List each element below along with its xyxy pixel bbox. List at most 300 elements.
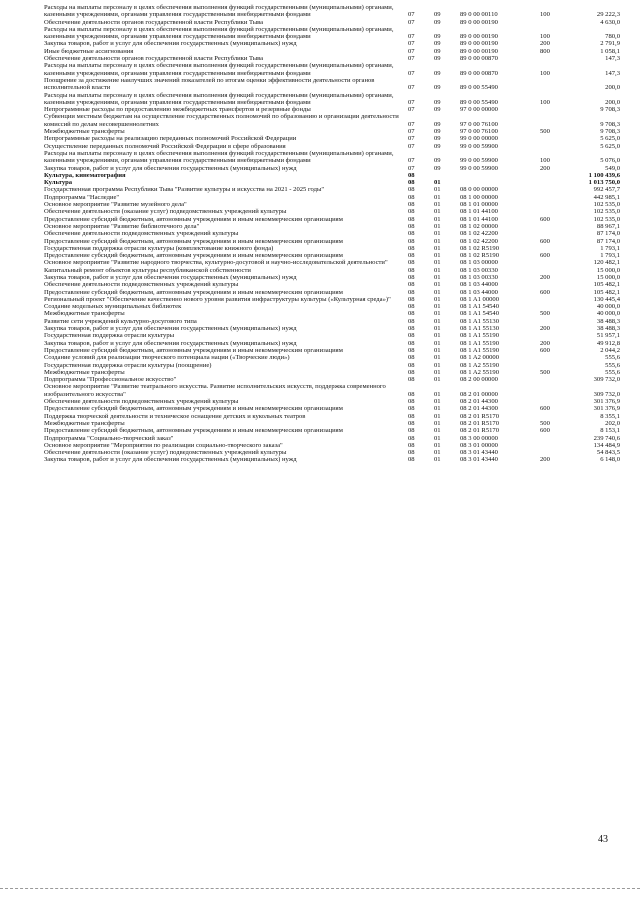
row-section: 07 [408, 18, 415, 26]
table-row [44, 442, 622, 449]
row-target-article: 08 1 03 44000 [460, 281, 498, 289]
row-amount: 442 985,1 [593, 193, 620, 201]
row-expense-type: 500 [540, 419, 550, 427]
table-row [44, 186, 622, 193]
row-name: Государственная поддержка отрасли культуры [44, 332, 175, 340]
row-amount: 147,3 [605, 69, 620, 77]
row-name: Предоставление субсидий бюджетным, автономным учреждениям и иным некоммерческим организациям [44, 288, 343, 296]
row-expense-type: 100 [540, 11, 550, 19]
row-target-article [458, 179, 538, 186]
table-row [44, 303, 622, 310]
row-amount: 309 732,0 [593, 376, 620, 384]
row-amount: 200,0 [605, 84, 620, 92]
row-target-article: 08 1 A1 54540 [460, 303, 500, 311]
table-row [44, 318, 622, 325]
row-amount: 1 793,1 [600, 244, 620, 252]
row-amount: 9 708,3 [600, 106, 620, 114]
row-subsection: 09 [434, 98, 441, 106]
row-expense-type: 100 [540, 33, 550, 41]
row-section: 08 [408, 252, 415, 260]
row-target-article: 08 1 01 00000 [460, 201, 498, 209]
row-expense-type [538, 296, 562, 303]
row-target-article: 08 1 02 R5190 [460, 244, 500, 252]
row-amount: 309 732,0 [593, 390, 620, 398]
row-amount: 992 457,7 [593, 186, 620, 194]
row-section: 08 [408, 405, 415, 413]
row-target-article: 89 0 00 00190 [460, 33, 498, 41]
row-subsection: 09 [434, 55, 441, 63]
table-row [44, 194, 622, 201]
row-target-article: 08 1 03 44000 [460, 288, 498, 296]
row-target-article: 89 0 00 00190 [460, 40, 498, 48]
row-amount: 8 153,1 [600, 427, 620, 435]
row-target-article: 08 1 A1 55190 [460, 346, 500, 354]
row-amount: 555,6 [605, 361, 620, 369]
row-expense-type [538, 267, 562, 274]
row-name: Поддержка творческой деятельности и техническое оснащение детских и кукольных театров [44, 412, 306, 420]
row-section: 08 [408, 186, 415, 194]
row-amount: 38 488,3 [596, 325, 620, 333]
row-subsection: 09 [434, 120, 441, 128]
row-target-article: 08 0 00 00000 [460, 186, 498, 194]
row-name: Расходы на выплаты персоналу в целях обеспечения выполнения функций государственными (муниципальными) органами, казенными учреждениями, органами управления государственными внебюджетными фондами [44, 62, 394, 77]
row-section: 08 [408, 215, 415, 223]
row-target-article [458, 172, 538, 179]
row-target-article: 97 0 00 76100 [460, 128, 498, 136]
row-section: 07 [408, 120, 415, 128]
row-section: 07 [408, 128, 415, 136]
row-name: Подпрограмма "Социально-творческий заказ" [44, 434, 174, 442]
row-name: Закупка товаров, работ и услуг для обеспечения государственных (муниципальных) нужд [44, 40, 297, 48]
row-amount: 88 967,1 [596, 222, 620, 230]
row-name: Основное мероприятие "Развитие народного творчества, культурно-досуговой и научно-исследовательской деятельности" [44, 259, 388, 267]
table-row [44, 267, 622, 274]
table-row [44, 19, 622, 26]
row-amount: 87 174,0 [596, 230, 620, 238]
row-section: 08 [408, 259, 415, 267]
row-expense-type: 600 [540, 252, 550, 260]
row-section: 08 [408, 427, 415, 435]
row-expense-type [538, 201, 562, 208]
row-expense-type [538, 303, 562, 310]
row-name: Государственная программа Республики Тыва "Развитие культуры и искусства на 2021 - 2025 годы" [44, 186, 325, 194]
row-amount: 87 174,0 [596, 237, 620, 245]
row-section: 07 [408, 157, 415, 165]
row-subsection: 09 [434, 142, 441, 150]
row-section: 07 [408, 40, 415, 48]
row-section: 08 [408, 179, 415, 187]
footer-divider [0, 888, 640, 891]
row-name: Подпрограмма "Наследие" [44, 193, 120, 201]
table-row [44, 332, 622, 339]
row-amount: 102 535,0 [593, 208, 620, 216]
row-name: Предоставление субсидий бюджетным, автономным учреждениям и иным некоммерческим организациям [44, 252, 343, 260]
row-amount: 8 355,1 [600, 412, 620, 420]
row-amount: 5 625,0 [600, 135, 620, 143]
row-subsection: 09 [434, 47, 441, 55]
row-expense-type [538, 435, 562, 442]
row-subsection: 01 [434, 193, 441, 201]
row-subsection: 01 [434, 405, 441, 413]
table-row [44, 310, 622, 317]
row-target-article: 97 0 00 00000 [460, 106, 498, 114]
row-target-article: 08 3 01 43440 [460, 449, 498, 457]
row-target-article: 08 1 02 42200 [460, 237, 498, 245]
row-expense-type [538, 259, 562, 266]
row-target-article: 08 2 01 R5170 [460, 412, 500, 420]
row-subsection: 01 [434, 456, 441, 464]
row-target-article: 08 1 A1 55130 [460, 325, 500, 333]
row-subsection: 01 [434, 244, 441, 252]
row-name: Предоставление субсидий бюджетным, автономным учреждениям и иным некоммерческим организациям [44, 346, 343, 354]
row-section: 08 [408, 310, 415, 318]
row-target-article: 08 1 02 00000 [460, 222, 498, 230]
row-target-article: 99 0 00 59900 [460, 164, 498, 172]
row-section: 08 [408, 237, 415, 245]
row-expense-type [538, 113, 562, 128]
row-expense-type [538, 106, 562, 113]
row-subsection: 09 [434, 164, 441, 172]
row-expense-type: 100 [540, 69, 550, 77]
row-expense-type: 200 [540, 273, 550, 281]
table-row [44, 128, 622, 135]
row-name: Межбюджетные трансферты [44, 419, 125, 427]
table-row [44, 92, 622, 107]
row-expense-type [538, 449, 562, 456]
row-target-article: 89 0 00 55490 [460, 98, 498, 106]
row-subsection: 01 [434, 295, 441, 303]
row-target-article: 08 2 01 00000 [460, 390, 498, 398]
row-expense-type [538, 383, 562, 398]
row-amount: 134 484,9 [593, 441, 620, 449]
row-subsection: 01 [434, 266, 441, 274]
row-amount: 54 843,5 [596, 449, 620, 457]
row-target-article: 08 1 A1 55190 [460, 332, 500, 340]
table-row [44, 427, 622, 434]
row-name: Расходы на выплаты персоналу в целях обеспечения выполнения функций государственными (муниципальными) органами, казенными учреждениями, органами управления государственными внебюджетными фондами [44, 25, 394, 41]
row-name: Основное мероприятие "Мероприятия по реализации социально-творческого заказа" [44, 441, 283, 449]
row-subsection: 01 [434, 419, 441, 427]
row-expense-type [538, 398, 562, 405]
row-name: Осуществление переданных полномочий Российской Федерации в сфере образования [44, 142, 286, 150]
row-amount: 105 482,1 [593, 281, 620, 289]
row-amount: 4 630,0 [600, 18, 620, 26]
row-section: 08 [408, 376, 415, 384]
row-amount: 15 000,0 [596, 266, 620, 274]
row-subsection: 01 [434, 361, 441, 369]
table-row [44, 449, 622, 456]
row-name: Предоставление субсидий бюджетным, автономным учреждениям и иным некоммерческим организациям [44, 215, 343, 223]
row-section: 07 [408, 135, 415, 143]
row-expense-type: 500 [540, 310, 550, 318]
row-expense-type: 600 [540, 346, 550, 354]
budget-table-body [44, 4, 622, 464]
table-row [44, 340, 622, 347]
row-name: Обеспечение деятельности (оказание услуг) подведомственных учреждений культуры [44, 208, 287, 216]
row-subsection: 01 [434, 376, 441, 384]
row-name: Закупка товаров, работ и услуг для обеспечения государственных (муниципальных) нужд [44, 164, 297, 172]
row-target-article: 08 2 01 44300 [460, 405, 498, 413]
row-subsection: 01 [434, 252, 441, 260]
row-amount: 29 222,3 [596, 11, 620, 19]
table-row [44, 223, 622, 230]
row-name: Предоставление субсидий бюджетным, автономным учреждениям и иным некоммерческим организациям [44, 427, 343, 435]
table-row [44, 289, 622, 296]
row-expense-type [538, 332, 562, 339]
row-target-article: 08 1 03 00330 [460, 266, 498, 274]
row-section: 08 [408, 230, 415, 238]
row-name: Расходы на выплаты персоналу в целях обеспечения выполнения функций государственными (муниципальными) органами, казенными учреждениями, органами управления государственными внебюджетными фондами [44, 149, 394, 165]
row-target-article: 89 0 00 00190 [460, 18, 498, 26]
table-row [44, 369, 622, 376]
row-section: 08 [408, 317, 415, 325]
row-target-article: 08 1 A1 55130 [460, 317, 500, 325]
row-subsection: 01 [434, 208, 441, 216]
row-target-article: 08 1 A1 54540 [460, 310, 500, 318]
row-target-article: 89 0 00 00190 [460, 47, 498, 55]
row-subsection: 09 [434, 135, 441, 143]
row-amount: 9 708,3 [600, 128, 620, 136]
row-name: Предоставление субсидий бюджетным, автономным учреждениям и иным некоммерческим организациям [44, 405, 343, 413]
row-name: Непрограммные расходы на реализацию переданных полномочий Российской Федерации [44, 135, 297, 143]
row-subsection: 09 [434, 11, 441, 19]
table-row [44, 354, 622, 361]
row-expense-type: 600 [540, 215, 550, 223]
row-expense-type: 200 [540, 456, 550, 464]
row-target-article: 08 1 01 44100 [460, 208, 498, 216]
row-target-article: 08 2 01 44300 [460, 398, 498, 406]
row-subsection: 01 [434, 186, 441, 194]
table-row [44, 150, 622, 165]
row-name: Основное мероприятие "Развитие музейного дела" [44, 201, 187, 209]
row-expense-type: 200 [540, 164, 550, 172]
row-expense-type [538, 245, 562, 252]
row-expense-type [538, 135, 562, 142]
table-row [44, 420, 622, 427]
row-amount: 555,6 [605, 368, 620, 376]
row-section: 07 [408, 55, 415, 63]
row-target-article: 08 1 02 42200 [460, 230, 498, 238]
row-name: Подпрограмма "Профессиональное искусство" [44, 376, 177, 384]
row-subsection: 01 [434, 179, 441, 187]
row-target-article: 89 0 00 55490 [460, 84, 498, 92]
row-section: 08 [408, 295, 415, 303]
table-row [44, 325, 622, 332]
row-subsection: 09 [434, 128, 441, 136]
table-row [44, 347, 622, 354]
row-amount: 200,0 [605, 98, 620, 106]
row-target-article: 08 2 00 00000 [460, 376, 498, 384]
row-subsection: 01 [434, 434, 441, 442]
row-subsection: 09 [434, 157, 441, 165]
row-amount: 780,0 [605, 33, 620, 41]
row-section: 08 [408, 354, 415, 362]
row-section: 08 [408, 419, 415, 427]
table-row [44, 413, 622, 420]
table-row [44, 245, 622, 252]
row-name: Обеспечение деятельности органов государственной власти Республики Тыва [44, 55, 264, 63]
row-section: 08 [408, 441, 415, 449]
row-subsection [432, 172, 458, 179]
budget-table [44, 4, 622, 464]
row-section: 08 [408, 244, 415, 252]
table-row [44, 48, 622, 55]
row-name: Непрограммные расходы по предоставлению межбюджетных трансфертов и резервные фонды [44, 106, 311, 114]
row-expense-type [538, 143, 562, 150]
row-subsection: 09 [434, 33, 441, 41]
row-subsection: 01 [434, 441, 441, 449]
row-amount: 1 013 750,0 [588, 179, 620, 187]
row-amount: 1 793,1 [600, 252, 620, 260]
table-row [44, 362, 622, 369]
row-target-article: 89 0 00 00110 [460, 11, 498, 19]
row-amount: 6 148,0 [600, 456, 620, 464]
row-section: 08 [408, 449, 415, 457]
row-subsection: 09 [434, 40, 441, 48]
row-expense-type [538, 55, 562, 62]
row-expense-type: 500 [540, 368, 550, 376]
row-section: 08 [408, 208, 415, 216]
row-target-article: 08 1 02 R5190 [460, 252, 500, 260]
row-amount: 147,3 [605, 55, 620, 63]
row-target-article: 97 0 00 76100 [460, 120, 498, 128]
table-row [44, 208, 622, 215]
table-row [44, 165, 622, 172]
row-subsection: 01 [434, 281, 441, 289]
row-name: Межбюджетные трансферты [44, 368, 125, 376]
table-row [44, 405, 622, 412]
table-row [44, 456, 622, 463]
row-section: 08 [408, 273, 415, 281]
row-target-article: 08 3 01 00000 [460, 441, 498, 449]
row-expense-type: 100 [540, 157, 550, 165]
row-expense-type [538, 354, 562, 361]
row-section: 07 [408, 164, 415, 172]
row-name: Государственная поддержка отрасли культуры (комплектование книжного фонда) [44, 244, 274, 252]
row-name: Капитальный ремонт объектов культуры республиканской собственности [44, 266, 251, 274]
row-name: Обеспечение деятельности подведомственных учреждений культуры [44, 398, 239, 406]
row-amount: 105 482,1 [593, 288, 620, 296]
table-row [44, 398, 622, 405]
row-subsection: 01 [434, 398, 441, 406]
row-name: Основное мероприятие "Развитие библиотечного дела" [44, 222, 200, 230]
row-expense-type [538, 223, 562, 230]
row-amount: 549,0 [605, 164, 620, 172]
row-expense-type: 600 [540, 288, 550, 296]
row-subsection: 01 [434, 310, 441, 318]
row-amount: 1 058,1 [600, 47, 620, 55]
row-name: Поощрение за достижение наилучших значений показателей по итогам оценки эффективности деятельности органов исполнительной власти [44, 76, 375, 92]
row-amount: 301 376,9 [593, 398, 620, 406]
row-subsection: 01 [434, 332, 441, 340]
table-row [44, 106, 622, 113]
row-name: Обеспечение деятельности органов государственной власти Республики Тыва [44, 18, 264, 26]
table-row [44, 435, 622, 442]
table-row [44, 62, 622, 77]
row-name: Предоставление субсидий бюджетным, автономным учреждениям и иным некоммерческим организациям [44, 237, 343, 245]
row-name: Расходы на выплаты персоналу в целях обеспечения выполнения функций государственными (муниципальными) органами, казенными учреждениями, органами управления государственными внебюджетными фондами [44, 4, 394, 19]
table-row [44, 383, 622, 398]
row-subsection: 09 [434, 106, 441, 114]
row-section: 07 [408, 84, 415, 92]
row-amount: 5 625,0 [600, 142, 620, 150]
row-name: Закупка товаров, работ и услуг для обеспечения государственных (муниципальных) нужд [44, 339, 297, 347]
table-row [44, 179, 622, 186]
table-row [44, 4, 622, 19]
row-section: 08 [408, 201, 415, 209]
row-amount: 102 535,0 [593, 215, 620, 223]
row-name: Закупка товаров, работ и услуг для обеспечения государственных (муниципальных) нужд [44, 325, 297, 333]
row-expense-type [538, 179, 562, 186]
row-section: 07 [408, 33, 415, 41]
row-expense-type: 500 [540, 128, 550, 136]
row-amount: 9 708,3 [600, 120, 620, 128]
table-row [44, 77, 622, 92]
row-target-article: 08 1 01 44100 [460, 215, 498, 223]
row-name: Государственная поддержка отрасли культуры (поощрение) [44, 361, 212, 369]
table-row [44, 281, 622, 288]
row-subsection: 01 [434, 237, 441, 245]
row-subsection: 09 [434, 18, 441, 26]
row-section: 08 [408, 171, 415, 179]
row-section: 08 [408, 361, 415, 369]
row-subsection: 01 [434, 201, 441, 209]
row-section: 08 [408, 303, 415, 311]
row-expense-type: 600 [540, 405, 550, 413]
row-expense-type [538, 186, 562, 193]
row-name: Культура, кинематография [44, 171, 126, 179]
row-section: 08 [408, 266, 415, 274]
row-subsection: 01 [434, 390, 441, 398]
row-target-article: 08 2 01 R5170 [460, 427, 500, 435]
row-expense-type [538, 208, 562, 215]
row-expense-type [538, 318, 562, 325]
row-section: 07 [408, 11, 415, 19]
row-section: 08 [408, 368, 415, 376]
row-subsection: 01 [434, 412, 441, 420]
row-expense-type: 200 [540, 325, 550, 333]
row-expense-type [538, 362, 562, 369]
row-subsection: 01 [434, 317, 441, 325]
row-expense-type: 200 [540, 40, 550, 48]
row-section: 08 [408, 434, 415, 442]
table-row [44, 55, 622, 62]
table-row [44, 259, 622, 266]
table-row [44, 26, 622, 41]
row-expense-type [538, 19, 562, 26]
row-amount: 239 740,6 [593, 434, 620, 442]
row-subsection: 01 [434, 368, 441, 376]
row-section: 08 [408, 193, 415, 201]
row-expense-type: 100 [540, 98, 550, 106]
row-name: Обеспечение деятельности подведомственных учреждений культуры [44, 230, 239, 238]
row-name: Обеспечение деятельности подведомственных учреждений культуры [44, 281, 239, 289]
table-row [44, 230, 622, 237]
row-target-article: 08 1 03 00000 [460, 259, 498, 267]
row-subsection: 01 [434, 215, 441, 223]
row-expense-type [538, 281, 562, 288]
row-subsection: 01 [434, 273, 441, 281]
table-row [44, 238, 622, 245]
row-subsection: 01 [434, 354, 441, 362]
row-amount: 15 000,0 [596, 273, 620, 281]
row-expense-type [538, 376, 562, 383]
row-section: 07 [408, 98, 415, 106]
table-row [44, 172, 622, 179]
row-amount: 38 488,3 [596, 317, 620, 325]
row-subsection: 01 [434, 346, 441, 354]
row-amount: 2 044,2 [600, 346, 620, 354]
